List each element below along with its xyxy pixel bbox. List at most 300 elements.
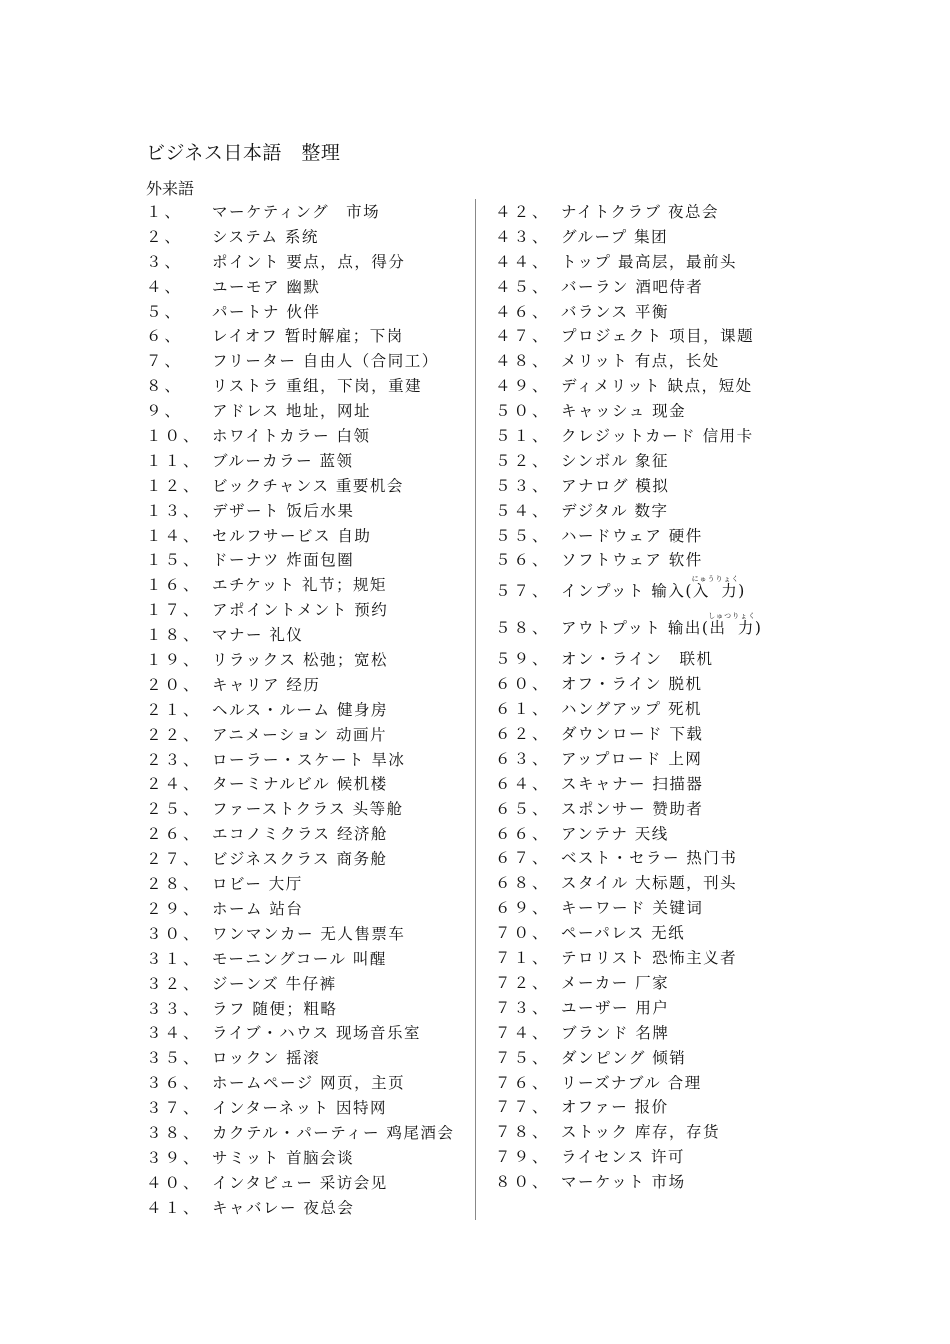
vocab-term-text: グループ 集团 bbox=[561, 227, 669, 246]
vocab-term bbox=[212, 399, 371, 424]
vocab-number: ３８、 bbox=[146, 1123, 202, 1142]
vocab-item bbox=[146, 698, 476, 723]
vocab-term bbox=[561, 610, 763, 647]
vocab-term bbox=[212, 797, 404, 822]
vocab-number: ６４、 bbox=[495, 774, 551, 793]
vocab-term-text: サミット 首脑会谈 bbox=[212, 1148, 355, 1167]
vocab-term-text: キャッシュ 现金 bbox=[561, 402, 687, 421]
vocab-number: １８、 bbox=[146, 626, 202, 645]
vocab-term-text: ライセンス 许可 bbox=[561, 1148, 686, 1167]
vocab-term-text: アンテナ 天线 bbox=[561, 824, 669, 843]
vocab-term-text: インターネット 因特网 bbox=[212, 1099, 388, 1118]
vocab-number: ７７、 bbox=[495, 1098, 551, 1117]
vocab-term bbox=[212, 673, 320, 698]
vocab-term-text: スタイル 大标题，刊头 bbox=[561, 874, 738, 893]
vocab-term-text: オン・ライン 联机 bbox=[561, 650, 714, 669]
vocab-term bbox=[561, 499, 669, 524]
vocab-term-text: メーカー 厂家 bbox=[561, 973, 670, 992]
vocab-item bbox=[146, 922, 476, 947]
vocab-item bbox=[146, 822, 476, 847]
vocab-term bbox=[212, 374, 422, 399]
vocab-item bbox=[146, 474, 476, 499]
vocab-number: １１、 bbox=[146, 451, 202, 470]
vocab-term bbox=[561, 399, 686, 424]
vocab-number: ５６、 bbox=[495, 551, 551, 570]
vocab-number: ２７、 bbox=[146, 850, 202, 869]
vocab-number: ６、 bbox=[146, 327, 184, 346]
vocab-term-text: アドレス 地址，网址 bbox=[212, 402, 371, 421]
vocab-term-text: アニメーション 动画片 bbox=[212, 725, 388, 744]
vocab-number: ７９、 bbox=[495, 1148, 551, 1167]
vocab-term-text: ジーンズ 牛仔裤 bbox=[212, 974, 337, 993]
vocab-term-text: セルフサービス 自助 bbox=[212, 526, 372, 545]
vocab-number: ３９、 bbox=[146, 1148, 202, 1167]
vocab-item bbox=[495, 697, 825, 722]
vocab-number: ６０、 bbox=[495, 675, 551, 694]
vocab-number: ５８、 bbox=[495, 619, 551, 638]
vocab-number: ６３、 bbox=[495, 749, 551, 768]
vocab-column-left bbox=[146, 200, 476, 1221]
vocab-item bbox=[146, 449, 476, 474]
ruby-text: にゅうりょく bbox=[691, 575, 740, 584]
vocab-term bbox=[561, 747, 702, 772]
vocab-term-text: オフ・ライン 脱机 bbox=[561, 675, 703, 694]
section-heading: 外来語 bbox=[146, 179, 195, 198]
vocab-term-text: エチケット 礼节；规矩 bbox=[212, 576, 388, 595]
vocab-term bbox=[561, 1095, 669, 1120]
vocab-term bbox=[212, 1121, 454, 1146]
vocab-number: ３、 bbox=[146, 252, 184, 271]
vocab-number: ５０、 bbox=[495, 402, 551, 421]
vocab-number: ４、 bbox=[146, 277, 184, 296]
vocab-item bbox=[495, 1120, 825, 1145]
vocab-term bbox=[212, 1146, 354, 1171]
vocab-item bbox=[495, 424, 825, 449]
vocab-number: ７１、 bbox=[495, 949, 551, 968]
vocab-term-text: レイオフ 暂时解雇；下岗 bbox=[212, 327, 404, 346]
vocab-term-text: ヘルス・ルーム 健身房 bbox=[212, 700, 388, 719]
vocab-term-text: ソフトウェア 软件 bbox=[561, 551, 703, 570]
vocab-term bbox=[561, 797, 703, 822]
vocab-term bbox=[561, 996, 669, 1021]
vocab-term bbox=[561, 1170, 686, 1195]
vocab-number: ３７、 bbox=[146, 1099, 202, 1118]
vocab-term bbox=[561, 324, 754, 349]
vocab-number: ４０、 bbox=[146, 1173, 202, 1192]
vocab-term-text: キャバレー 夜总会 bbox=[212, 1198, 355, 1217]
vocab-term bbox=[212, 474, 404, 499]
vocab-term bbox=[212, 897, 303, 922]
vocab-term-text: モーニングコール 叫醒 bbox=[212, 949, 387, 968]
column-divider bbox=[475, 199, 476, 1220]
vocab-term bbox=[212, 1021, 421, 1046]
vocab-term-text: インタビュー 采访会见 bbox=[212, 1173, 388, 1192]
furigana-reading bbox=[708, 612, 757, 638]
vocab-item bbox=[146, 673, 476, 698]
vocab-number: ２９、 bbox=[146, 899, 202, 918]
vocab-number: １３、 bbox=[146, 501, 202, 520]
vocab-number: ６２、 bbox=[495, 725, 551, 744]
vocab-term bbox=[212, 548, 354, 573]
vocab-item bbox=[146, 548, 476, 573]
vocab-item bbox=[495, 871, 825, 896]
vocab-number: ２１、 bbox=[146, 700, 202, 719]
vocab-item bbox=[495, 672, 825, 697]
vocab-term bbox=[212, 872, 303, 897]
vocab-item bbox=[146, 772, 476, 797]
vocab-term bbox=[212, 748, 405, 773]
vocab-term-text: アナログ 模拟 bbox=[561, 476, 670, 495]
vocab-item bbox=[146, 1196, 476, 1221]
vocab-term-text: キャリア 经历 bbox=[212, 675, 321, 694]
vocab-item bbox=[495, 1071, 825, 1096]
vocab-item bbox=[495, 225, 825, 250]
vocab-term-text: カクテル・パーティー 鸡尾酒会 bbox=[212, 1123, 455, 1142]
vocab-term-text: リーズナブル 合理 bbox=[561, 1073, 702, 1092]
vocab-number: ７、 bbox=[146, 352, 184, 371]
vocab-item bbox=[495, 399, 825, 424]
vocab-item bbox=[146, 1121, 476, 1146]
vocab-number: ７４、 bbox=[495, 1023, 551, 1042]
vocab-item bbox=[146, 598, 476, 623]
vocab-number: ２３、 bbox=[146, 750, 202, 769]
vocab-item bbox=[146, 1071, 476, 1096]
vocab-term bbox=[561, 871, 737, 896]
vocab-term bbox=[212, 997, 337, 1022]
vocab-term-text: アウトプット 输出( bbox=[561, 619, 710, 638]
vocab-item bbox=[495, 499, 825, 524]
vocab-term bbox=[212, 1071, 405, 1096]
vocab-term-suffix: ) bbox=[738, 582, 746, 601]
vocab-item bbox=[146, 524, 476, 549]
vocab-term-text: ユーモア 幽默 bbox=[212, 277, 321, 296]
vocab-number: ４２、 bbox=[495, 203, 551, 221]
vocab-term-text: ディメリット 缺点，短处 bbox=[561, 377, 753, 396]
vocab-term bbox=[561, 424, 754, 449]
vocab-term-text: ビックチャンス 重要机会 bbox=[212, 476, 404, 495]
vocab-term-text: ロックン 摇滚 bbox=[212, 1049, 321, 1068]
vocab-term bbox=[561, 946, 737, 971]
vocab-term-text: バーラン 酒吧侍者 bbox=[561, 277, 704, 296]
vocab-term bbox=[561, 822, 669, 847]
vocab-item bbox=[146, 847, 476, 872]
vocab-item bbox=[146, 1021, 476, 1046]
vocab-term-text: インプット 输入( bbox=[561, 582, 693, 601]
vocab-number: ３５、 bbox=[146, 1049, 202, 1068]
vocab-term bbox=[212, 424, 371, 449]
vocab-term bbox=[561, 1120, 720, 1145]
vocab-term bbox=[561, 349, 720, 374]
vocab-number: ２２、 bbox=[146, 725, 202, 744]
vocab-term-text: プロジェクト 项目，课题 bbox=[561, 327, 755, 346]
vocab-number: ５２、 bbox=[495, 451, 551, 470]
vocab-term bbox=[561, 573, 746, 610]
vocab-item bbox=[146, 872, 476, 897]
vocab-number: ５３、 bbox=[495, 476, 551, 495]
vocab-term-text: マーケット 市场 bbox=[561, 1173, 686, 1192]
vocab-item bbox=[146, 300, 476, 325]
vocab-number: ４８、 bbox=[495, 352, 551, 371]
vocab-term bbox=[212, 772, 388, 797]
ruby-text: しゅつりょく bbox=[708, 612, 757, 621]
vocab-term-text: キーワード 关键词 bbox=[561, 899, 704, 918]
vocab-item bbox=[495, 548, 825, 573]
vocab-term-text: ダウンロード 下载 bbox=[561, 725, 704, 744]
vocab-item bbox=[146, 972, 476, 997]
vocab-term-text: リストラ 重组，下岗，重建 bbox=[212, 377, 423, 396]
vocab-term bbox=[561, 300, 669, 325]
vocab-term bbox=[561, 896, 703, 921]
vocab-term-text: ワンマンカー 无人售票车 bbox=[212, 924, 406, 943]
vocab-term-text: システム 系统 bbox=[212, 227, 319, 246]
vocab-term bbox=[561, 697, 702, 722]
vocab-item bbox=[146, 275, 476, 300]
vocab-term-text: ペーパレス 无纸 bbox=[561, 924, 686, 943]
vocab-item bbox=[495, 1095, 825, 1120]
vocab-term bbox=[212, 524, 371, 549]
vocab-item bbox=[495, 1145, 825, 1170]
vocab-number: ４６、 bbox=[495, 302, 551, 321]
vocab-number: ７０、 bbox=[495, 924, 551, 943]
vocab-item bbox=[495, 250, 825, 275]
vocab-item bbox=[495, 449, 825, 474]
vocab-term-text: パートナ 伙伴 bbox=[212, 302, 321, 321]
vocab-term bbox=[561, 200, 719, 225]
vocab-term-text: ドーナツ 炸面包圈 bbox=[212, 551, 355, 570]
vocab-number: ６５、 bbox=[495, 799, 551, 818]
vocab-item bbox=[495, 996, 825, 1021]
vocab-term bbox=[561, 772, 703, 797]
vocab-item bbox=[495, 772, 825, 797]
vocab-number: ３６、 bbox=[146, 1074, 202, 1093]
vocab-term-text: フリーター 自由人（合同工） bbox=[212, 352, 439, 371]
vocab-item bbox=[146, 1146, 476, 1171]
ruby-base: 出 力 bbox=[708, 619, 757, 638]
vocab-term bbox=[561, 449, 669, 474]
vocab-term bbox=[212, 1046, 320, 1071]
vocab-item bbox=[495, 722, 825, 747]
vocab-term-text: オファー 报价 bbox=[561, 1098, 669, 1117]
vocab-item bbox=[495, 349, 825, 374]
vocab-term-text: ダンピング 倾销 bbox=[561, 1048, 687, 1067]
vocab-term bbox=[212, 648, 388, 673]
vocab-term-text: ストック 库存，存货 bbox=[561, 1123, 720, 1142]
vocab-term-text: バランス 平衡 bbox=[561, 302, 669, 321]
vocab-item bbox=[495, 921, 825, 946]
vocab-term bbox=[561, 971, 669, 996]
vocab-term bbox=[212, 449, 354, 474]
vocab-term bbox=[212, 1196, 354, 1221]
vocab-term bbox=[212, 250, 405, 275]
vocab-item bbox=[146, 1046, 476, 1071]
vocab-term bbox=[212, 1096, 387, 1121]
vocab-number: ２、 bbox=[146, 227, 184, 246]
vocab-number: ８０、 bbox=[495, 1173, 551, 1192]
vocab-item bbox=[495, 573, 825, 610]
vocab-term-text: デジタル 数字 bbox=[561, 501, 669, 520]
vocab-term-text: アポイントメント 预约 bbox=[212, 601, 389, 620]
vocab-term-text: トップ 最高层，最前头 bbox=[561, 252, 737, 271]
vocab-number: １、 bbox=[146, 203, 184, 221]
vocab-term bbox=[561, 846, 737, 871]
vocab-term-text: ターミナルビル 候机楼 bbox=[212, 775, 388, 794]
vocab-number: ３４、 bbox=[146, 1024, 202, 1043]
vocab-number: ５４、 bbox=[495, 501, 551, 520]
vocab-number: ３１、 bbox=[146, 949, 202, 968]
vocab-item bbox=[495, 797, 825, 822]
vocab-number: ４５、 bbox=[495, 277, 551, 296]
vocab-number: ８、 bbox=[146, 377, 184, 396]
vocab-term bbox=[561, 1046, 686, 1071]
vocab-term bbox=[561, 921, 685, 946]
vocab-term bbox=[561, 722, 703, 747]
vocab-term-text: ブランド 名牌 bbox=[561, 1023, 670, 1042]
vocab-term-text: ライブ・ハウス 现场音乐室 bbox=[212, 1024, 422, 1043]
vocab-term bbox=[212, 275, 320, 300]
vocab-item bbox=[146, 897, 476, 922]
vocab-term-text: クレジットカード 信用卡 bbox=[561, 427, 754, 446]
vocab-term-text: ビジネスクラス 商务舱 bbox=[212, 850, 388, 869]
vocab-term-text: テロリスト 恐怖主义者 bbox=[561, 949, 738, 968]
vocab-term-text: ハードウェア 硬件 bbox=[561, 526, 703, 545]
vocab-term-text: デザート 饭后水果 bbox=[212, 501, 355, 520]
vocab-term-text: ユーザー 用户 bbox=[561, 998, 670, 1017]
vocab-term bbox=[212, 822, 388, 847]
vocab-term bbox=[561, 672, 703, 697]
vocab-term bbox=[212, 972, 337, 997]
vocab-item bbox=[495, 747, 825, 772]
vocab-term bbox=[561, 474, 669, 499]
vocab-number: ３０、 bbox=[146, 924, 202, 943]
vocab-number: ３３、 bbox=[146, 999, 202, 1018]
vocab-number: １４、 bbox=[146, 526, 202, 545]
vocab-term bbox=[561, 1145, 685, 1170]
vocab-number: ６６、 bbox=[495, 824, 551, 843]
vocab-term bbox=[212, 1171, 388, 1196]
vocab-number: ４１、 bbox=[146, 1198, 202, 1217]
vocab-term bbox=[212, 200, 380, 225]
vocab-number: １６、 bbox=[146, 576, 202, 595]
vocab-item bbox=[495, 324, 825, 349]
vocab-number: ４４、 bbox=[495, 252, 551, 271]
vocab-item bbox=[146, 623, 476, 648]
vocab-item bbox=[146, 723, 476, 748]
vocab-item bbox=[146, 424, 476, 449]
vocab-term bbox=[561, 1021, 669, 1046]
vocab-number: ５９、 bbox=[495, 650, 551, 669]
vocab-term-text: ローラー・スケート 旱冰 bbox=[212, 750, 406, 769]
vocab-number: ６８、 bbox=[495, 874, 551, 893]
vocab-item bbox=[146, 947, 476, 972]
vocab-item bbox=[495, 1021, 825, 1046]
vocab-number: ５、 bbox=[146, 302, 184, 321]
vocab-item bbox=[495, 1170, 825, 1195]
vocab-term bbox=[212, 499, 354, 524]
vocab-item bbox=[146, 573, 476, 598]
vocab-number: ６７、 bbox=[495, 849, 551, 868]
vocab-item bbox=[146, 648, 476, 673]
vocab-item bbox=[146, 374, 476, 399]
vocab-number: １０、 bbox=[146, 427, 202, 446]
vocab-number: ５５、 bbox=[495, 526, 551, 545]
vocab-item bbox=[146, 200, 476, 225]
vocab-number: ６１、 bbox=[495, 700, 551, 719]
vocab-item bbox=[146, 250, 476, 275]
vocab-term bbox=[212, 922, 405, 947]
vocab-term bbox=[561, 374, 753, 399]
vocab-term-text: シンボル 象征 bbox=[561, 451, 670, 470]
ruby-base: 入 力 bbox=[691, 582, 740, 601]
vocab-term bbox=[212, 324, 404, 349]
vocab-term-text: スポンサー 赞助者 bbox=[561, 799, 704, 818]
vocab-term bbox=[561, 647, 714, 672]
vocab-term bbox=[212, 225, 319, 250]
vocab-number: １２、 bbox=[146, 476, 202, 495]
vocab-term bbox=[212, 598, 388, 623]
vocab-item bbox=[146, 225, 476, 250]
vocab-number: ２５、 bbox=[146, 800, 202, 819]
vocab-item bbox=[146, 399, 476, 424]
vocab-term-text: ロビー 大厅 bbox=[212, 875, 303, 894]
vocab-term-text: エコノミクラス 经济舱 bbox=[212, 825, 388, 844]
vocab-number: ２０、 bbox=[146, 675, 202, 694]
vocab-term-text: ハングアップ 死机 bbox=[561, 700, 703, 719]
vocab-term bbox=[561, 225, 668, 250]
vocab-item bbox=[495, 647, 825, 672]
vocab-term-text: ラフ 随便；粗略 bbox=[212, 999, 338, 1018]
vocab-term-text: アップロード 上网 bbox=[561, 749, 703, 768]
vocab-term bbox=[561, 548, 703, 573]
vocab-item bbox=[146, 1171, 476, 1196]
vocab-number: ６９、 bbox=[495, 899, 551, 918]
vocab-term-text: ファーストクラス 头等舱 bbox=[212, 800, 404, 819]
vocab-number: ４７、 bbox=[495, 327, 551, 346]
vocab-number: ４９、 bbox=[495, 377, 551, 396]
vocab-item bbox=[495, 300, 825, 325]
vocab-term-text: マナー 礼仪 bbox=[212, 626, 304, 645]
vocab-item bbox=[495, 374, 825, 399]
vocab-item bbox=[495, 896, 825, 921]
vocab-term bbox=[561, 275, 703, 300]
vocab-number: １７、 bbox=[146, 601, 202, 620]
vocab-term-text: ホーム 站台 bbox=[212, 899, 304, 918]
vocab-item bbox=[146, 997, 476, 1022]
vocab-number: ７３、 bbox=[495, 998, 551, 1017]
vocab-term-text: マーケティング 市场 bbox=[212, 203, 381, 221]
vocab-term bbox=[561, 524, 703, 549]
furigana-reading bbox=[691, 575, 740, 601]
vocab-term bbox=[561, 250, 737, 275]
vocab-number: ９、 bbox=[146, 402, 184, 421]
vocab-number: ７８、 bbox=[495, 1123, 551, 1142]
vocab-term bbox=[212, 300, 320, 325]
vocab-item bbox=[146, 748, 476, 773]
vocab-item bbox=[146, 349, 476, 374]
vocab-item bbox=[495, 946, 825, 971]
vocab-item bbox=[495, 200, 825, 225]
vocab-item bbox=[495, 971, 825, 996]
vocab-number: １９、 bbox=[146, 651, 202, 670]
vocab-item bbox=[495, 822, 825, 847]
vocab-number: ２８、 bbox=[146, 875, 202, 894]
vocab-item bbox=[146, 324, 476, 349]
vocab-item bbox=[495, 474, 825, 499]
vocab-term-text: ベスト・セラー 热门书 bbox=[561, 849, 738, 868]
vocab-term bbox=[212, 847, 388, 872]
vocab-number: １５、 bbox=[146, 551, 202, 570]
vocab-term-text: スキャナー 扫描器 bbox=[561, 774, 704, 793]
vocab-term-text: ポイント 要点，点，得分 bbox=[212, 252, 406, 271]
